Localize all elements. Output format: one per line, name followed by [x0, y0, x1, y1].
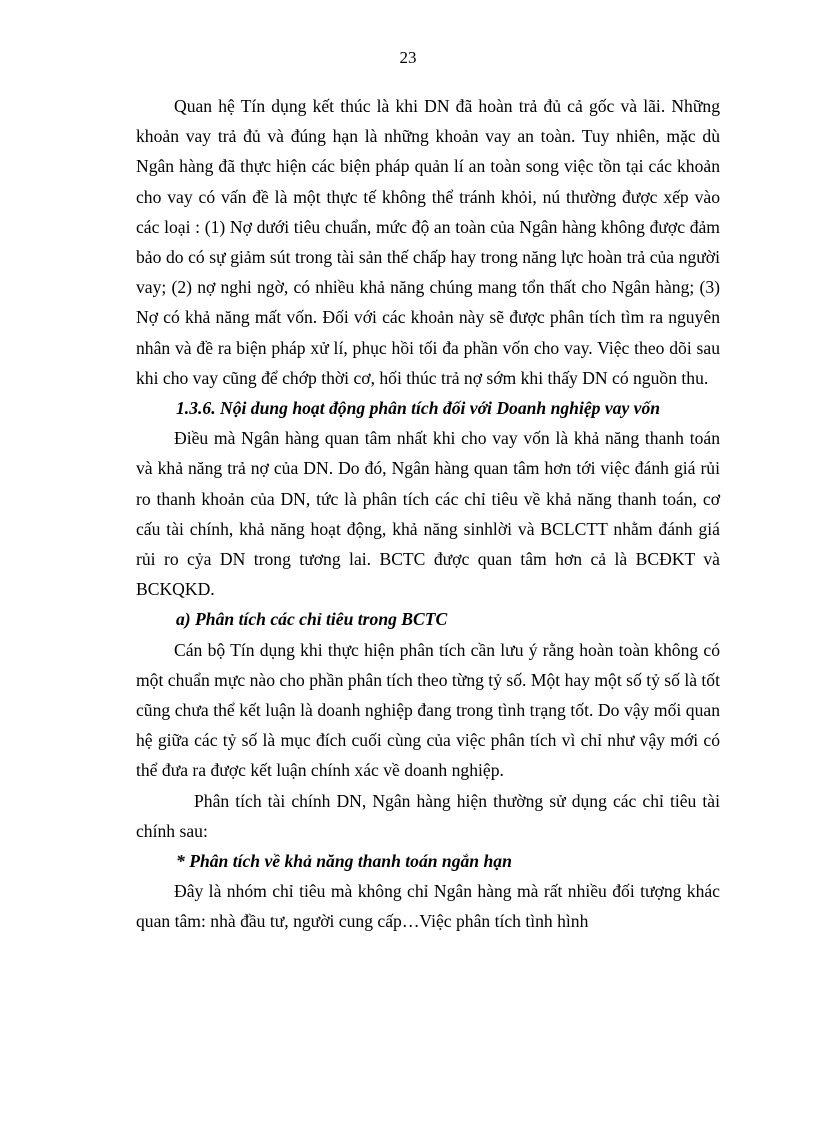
- subsection-heading-liquidity: * Phân tích về khả năng thanh toán ngắn hạn: [176, 851, 512, 872]
- paragraph-credit-relationship: Quan hệ Tín dụng kết thúc là khi DN đã hoàn trả đủ cả gốc và lãi. Những khoản vay trả đủ và đúng hạn là những khoản vay an toàn. Tuy nhiên, mặc dù Ngân hàng đã thực hiện các biện pháp quản lí an toàn song việc tồn tại các khoản cho vay có vấn đề là một thực tế không thể tránh khỏi, nú thường được xếp vào các loại : (1) Nợ dưới tiêu chuẩn, mức độ an toàn của Ngân hàng không được đảm bảo do có sự giảm sút trong tài sản thế chấp hay trong năng lực hoàn trả của người vay; (2) nợ nghi ngờ, có nhiều khả năng chúng mang tổn thất cho Ngân hàng; (3) Nợ có khả năng mất vốn. Đối với các khoản này sẽ được phân tích tìm ra nguyên nhân và đề ra biện pháp xử lí, phục hồi tối đa phần vốn cho vay. Việc theo dõi sau khi cho vay cũng để chớp thời cơ, hối thúc trả nợ sớm khi thấy DN có nguồn thu.: [136, 96, 720, 388]
- paragraph-bank-concern: Điều mà Ngân hàng quan tâm nhất khi cho vay vốn là khả năng thanh toán và khả năng trả nợ của DN. Do đó, Ngân hàng quan tâm hơn tới việc đánh giá rủi ro thanh khoản của DN, tức là phân tích các chỉ tiêu về khả năng thanh toán, cơ cấu tài chính, khả năng hoạt động, khả năng sinhlời và BCLCTT nhằm đánh giá rủi ro cỷa DN trong tương lai. BCTC được quan tâm hơn cả là BCĐKT và BCKQKD.: [136, 428, 720, 600]
- section-heading-1-3-6: 1.3.6. Nội dung hoạt động phân tích đối với Doanh nghiệp vay vốn: [176, 398, 661, 419]
- paragraph-financial-indicators: Phân tích tài chính DN, Ngân hàng hiện thường sử dụng các chỉ tiêu tài chính sau:: [136, 790, 720, 841]
- page-number: 23: [399, 48, 417, 67]
- document-body: [136, 91, 720, 937]
- paragraph-credit-officer: Cán bộ Tín dụng khi thực hiện phân tích cần lưu ý rằng hoàn toàn không có một chuẩn mực nào cho phần phân tích theo từng tỷ số. Một hay một số tỷ số là tốt cũng chưa thể kết luận là doanh nghiệp đang trong tình trạng tốt. Do vậy mối quan hệ giữa các tỷ số là mục đích cuối cùng của việc phân tích vì chỉ như vậy mới có thể đưa ra được kết luận chính xác về doanh nghiệp.: [136, 639, 720, 781]
- subsection-heading-a: a) Phân tích các chỉ tiêu trong BCTC: [176, 609, 448, 630]
- paragraph-indicator-group: Đây là nhóm chỉ tiêu mà không chỉ Ngân hàng mà rất nhiều đối tượng khác quan tâm: nhà đầu tư, người cung cấp…Việc phân tích tình hình: [136, 881, 720, 932]
